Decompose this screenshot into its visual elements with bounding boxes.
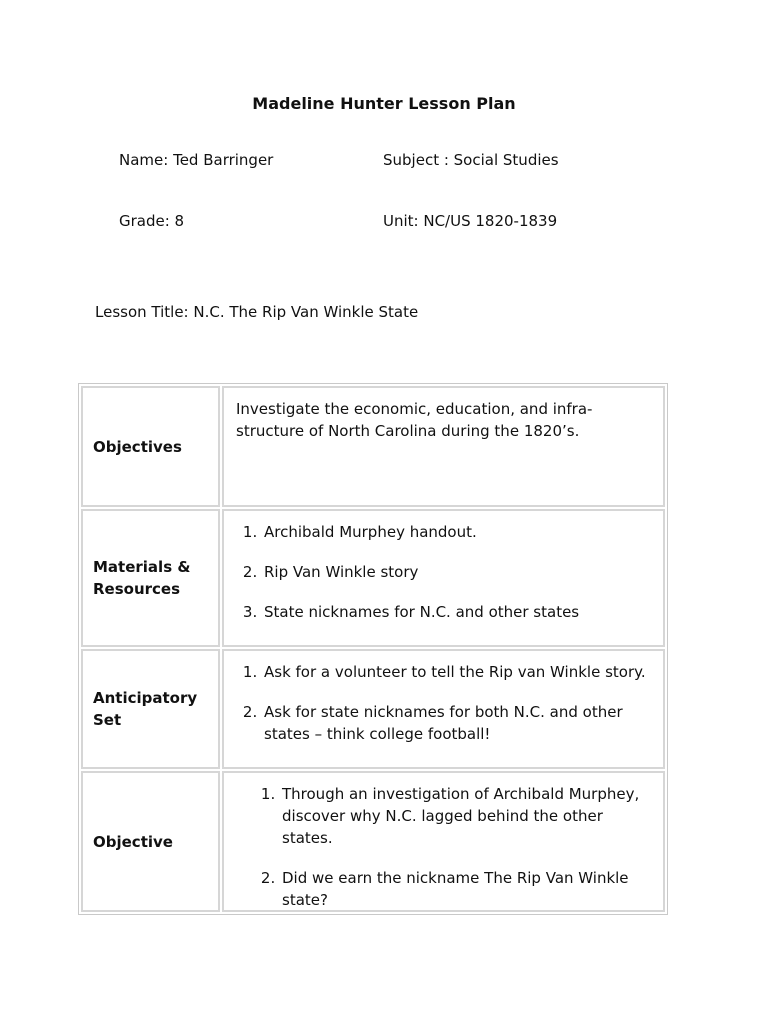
list-item: 1. Ask for a volunteer to tell the Rip van Winkle story. [262, 661, 655, 683]
row-content [222, 771, 665, 912]
list-item: 2. Ask for state nicknames for both N.C. and other states – think college football! [262, 701, 655, 745]
list-item: 2. Did we earn the nickname The Rip Van Winkle state? [280, 867, 655, 911]
list-item: 2. Rip Van Winkle story [262, 561, 655, 583]
row-label-text: Objectives [93, 437, 182, 456]
row-label [81, 386, 220, 507]
teacher-name: Name: Ted Barringer [119, 151, 274, 169]
table-row-objective [81, 771, 665, 912]
table-row-materials [81, 509, 665, 647]
row-label-text: Objective [93, 832, 173, 851]
subject: Subject : Social Studies [383, 151, 559, 169]
row-label-text: Anticipatory Set [93, 689, 198, 729]
row-content [222, 649, 665, 769]
anticipatory-set-list [238, 661, 655, 745]
objective-list [238, 783, 655, 911]
list-item: 3. State nicknames for N.C. and other states [262, 601, 655, 623]
unit: Unit: NC/US 1820-1839 [383, 212, 558, 230]
lesson-title: Lesson Title: N.C. The Rip Van Winkle State [95, 303, 419, 321]
table-row-anticipatory-set [81, 649, 665, 769]
document-title: Madeline Hunter Lesson Plan [252, 94, 516, 113]
row-label [81, 649, 220, 769]
materials-list [238, 521, 655, 623]
list-item: 1. Archibald Murphey handout. [262, 521, 655, 543]
lesson-plan-table [78, 383, 668, 915]
list-item: 1. Through an investigation of Archibald Murphey, discover why N.C. lagged behind the other states. [280, 783, 655, 849]
grade: Grade: 8 [119, 212, 185, 230]
row-content [222, 386, 665, 507]
objectives-text: Investigate the economic, education, and infra-structure of North Carolina during the 1820’s. [236, 400, 593, 440]
row-content [222, 509, 665, 647]
row-label [81, 509, 220, 647]
row-label [81, 771, 220, 912]
row-label-text: Materials & Resources [93, 558, 191, 598]
table-row-objectives [81, 386, 665, 507]
